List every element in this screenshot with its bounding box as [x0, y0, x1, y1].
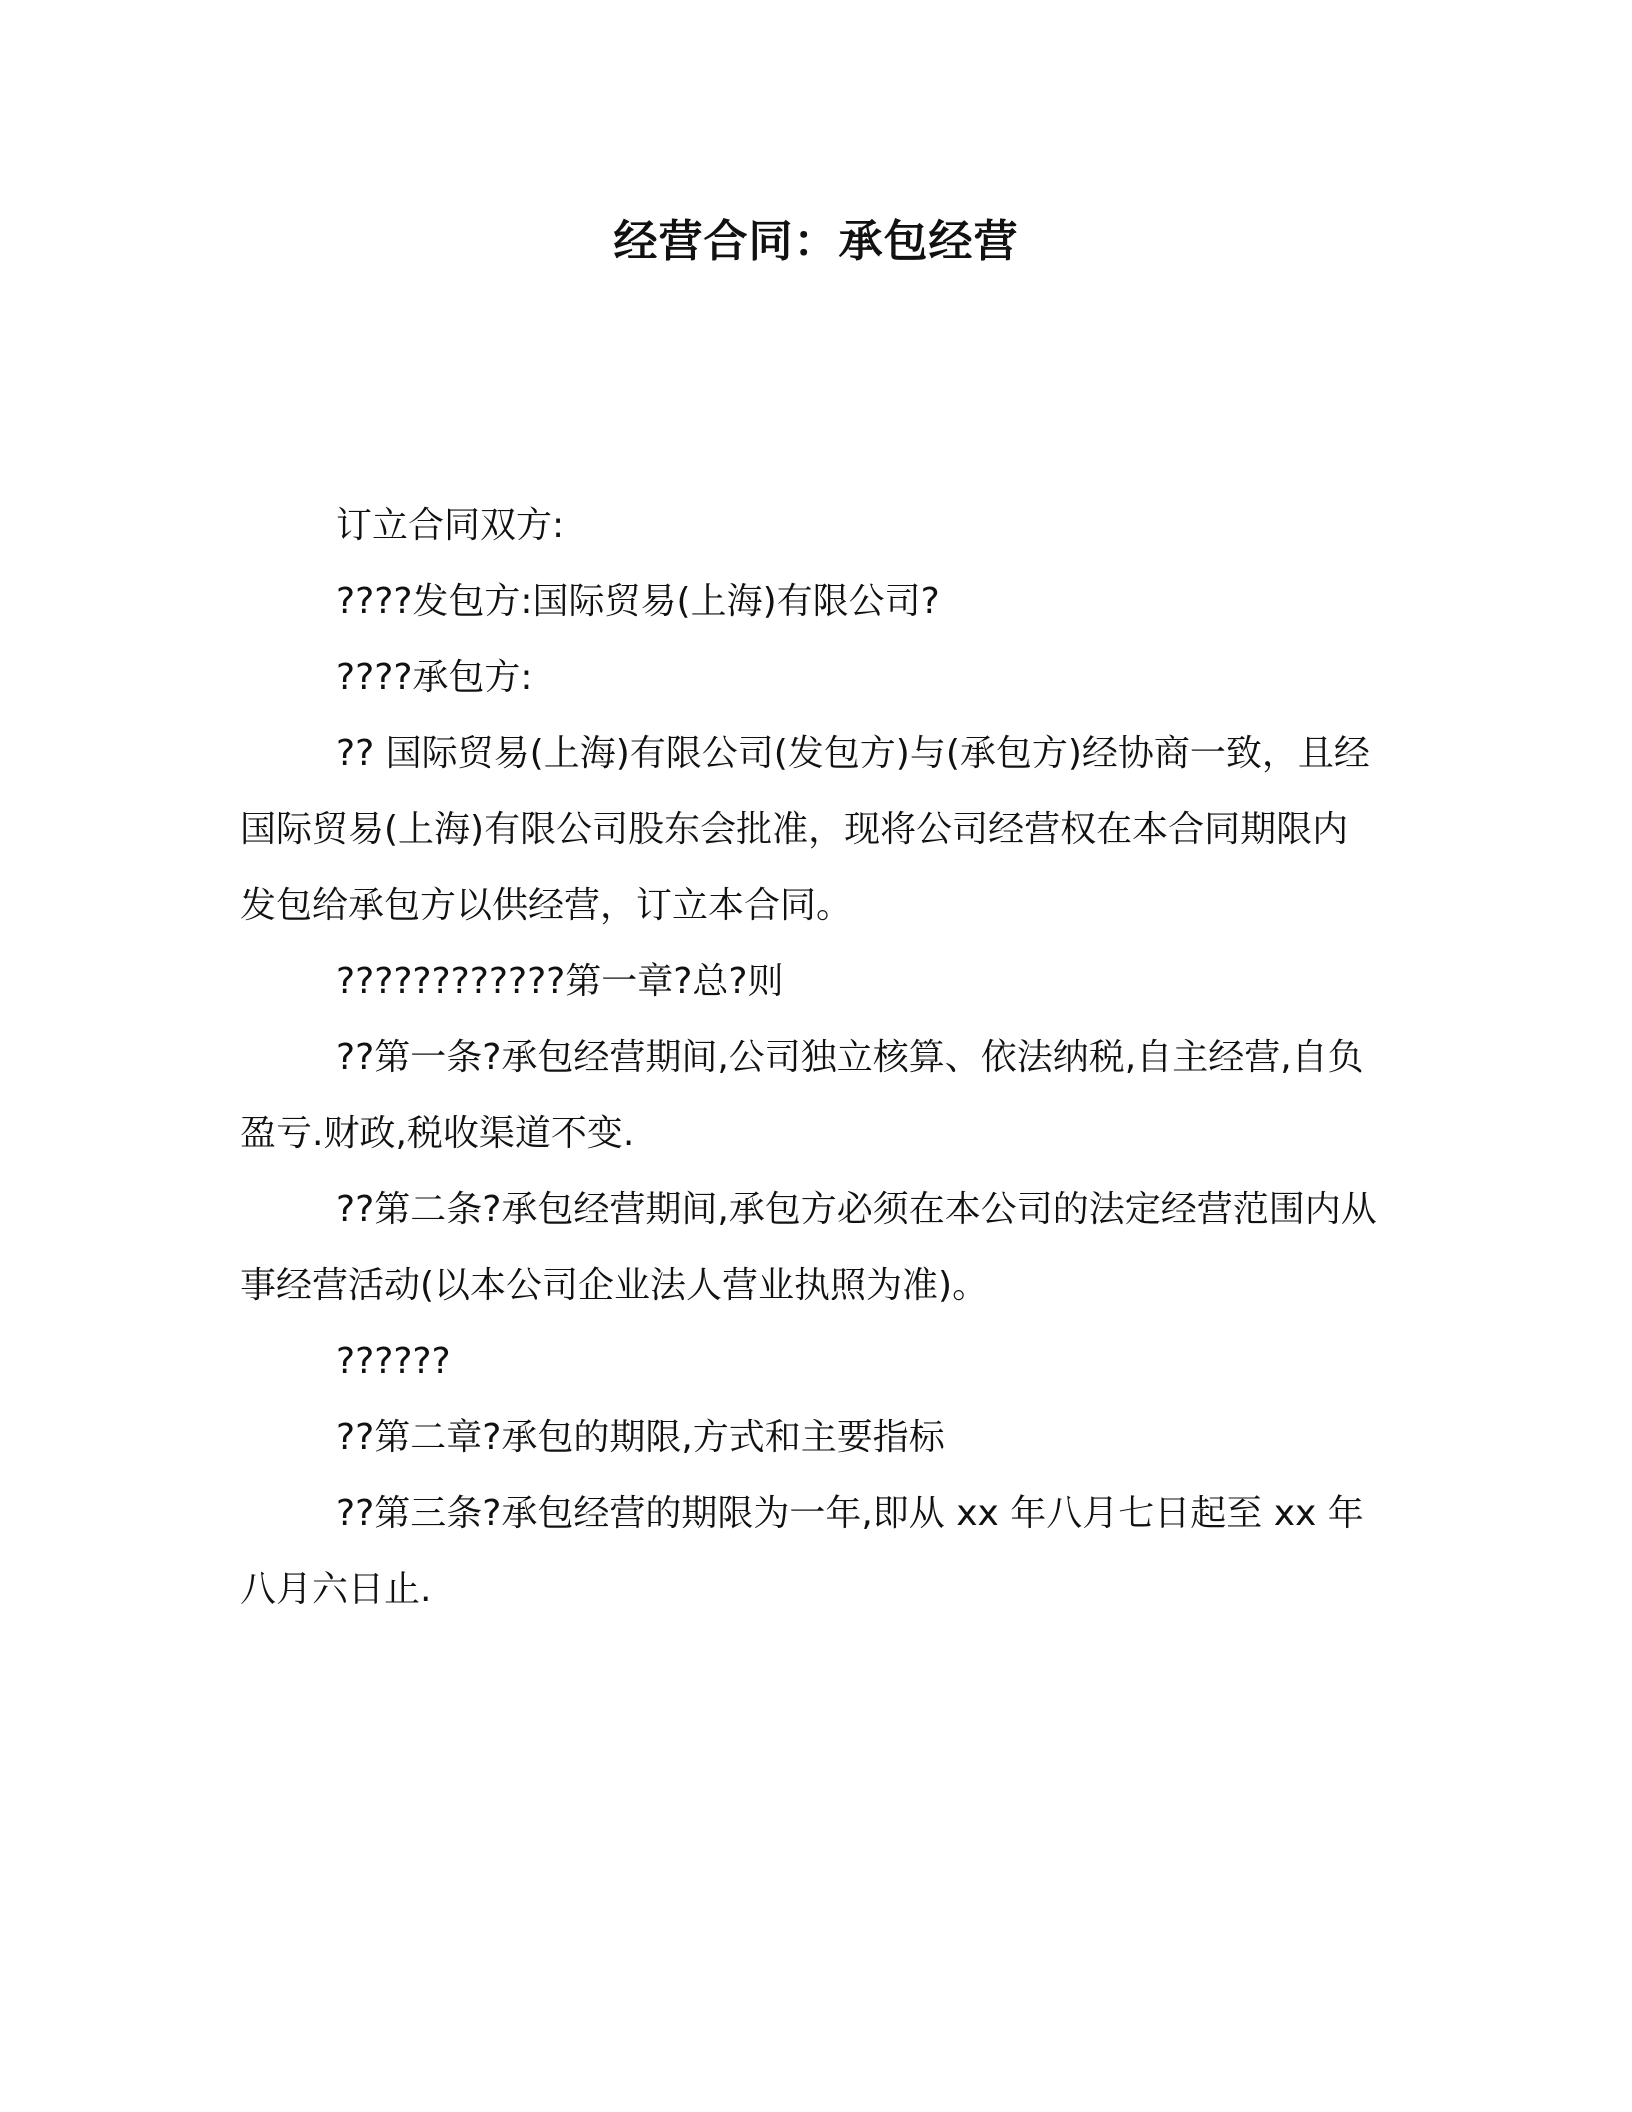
chapter-1-heading: ????????????第一章?总?则: [336, 961, 784, 1002]
paragraph-preamble: ?? 国际贸易(上海)有限公司(发包方)与(承包方)经协商一致，且经国际贸易(上海)有限公司股东会批准，现将公司经营权在本合同期限内发包给承包方以供经营，订立本合同。: [240, 733, 1370, 926]
paragraph-parties-intro: 订立合同双方:: [336, 505, 565, 546]
document-body: [240, 488, 1382, 1628]
article-2: ??第二条?承包经营期间,承包方必须在本公司的法定经营范围内从事经营活动(以本公司企业法人营业执照为准)。: [240, 1189, 1377, 1306]
chapter-2-heading: ??第二章?承包的期限,方式和主要指标: [336, 1417, 945, 1458]
placeholder-line: ??????: [336, 1341, 451, 1382]
paragraph-contractee: ????承包方:: [336, 657, 533, 698]
article-1: ??第一条?承包经营期间,公司独立核算、依法纳税,自主经营,自负盈亏.财政,税收渠道不变.: [240, 1037, 1364, 1154]
paragraph-contractor-issuer: ????发包方:国际贸易(上海)有限公司?: [336, 581, 940, 622]
article-3: ??第三条?承包经营的期限为一年,即从 xx 年八月七日起至 xx 年八月六日止.: [240, 1493, 1364, 1610]
document-title: 经营合同：承包经营: [613, 216, 1019, 267]
